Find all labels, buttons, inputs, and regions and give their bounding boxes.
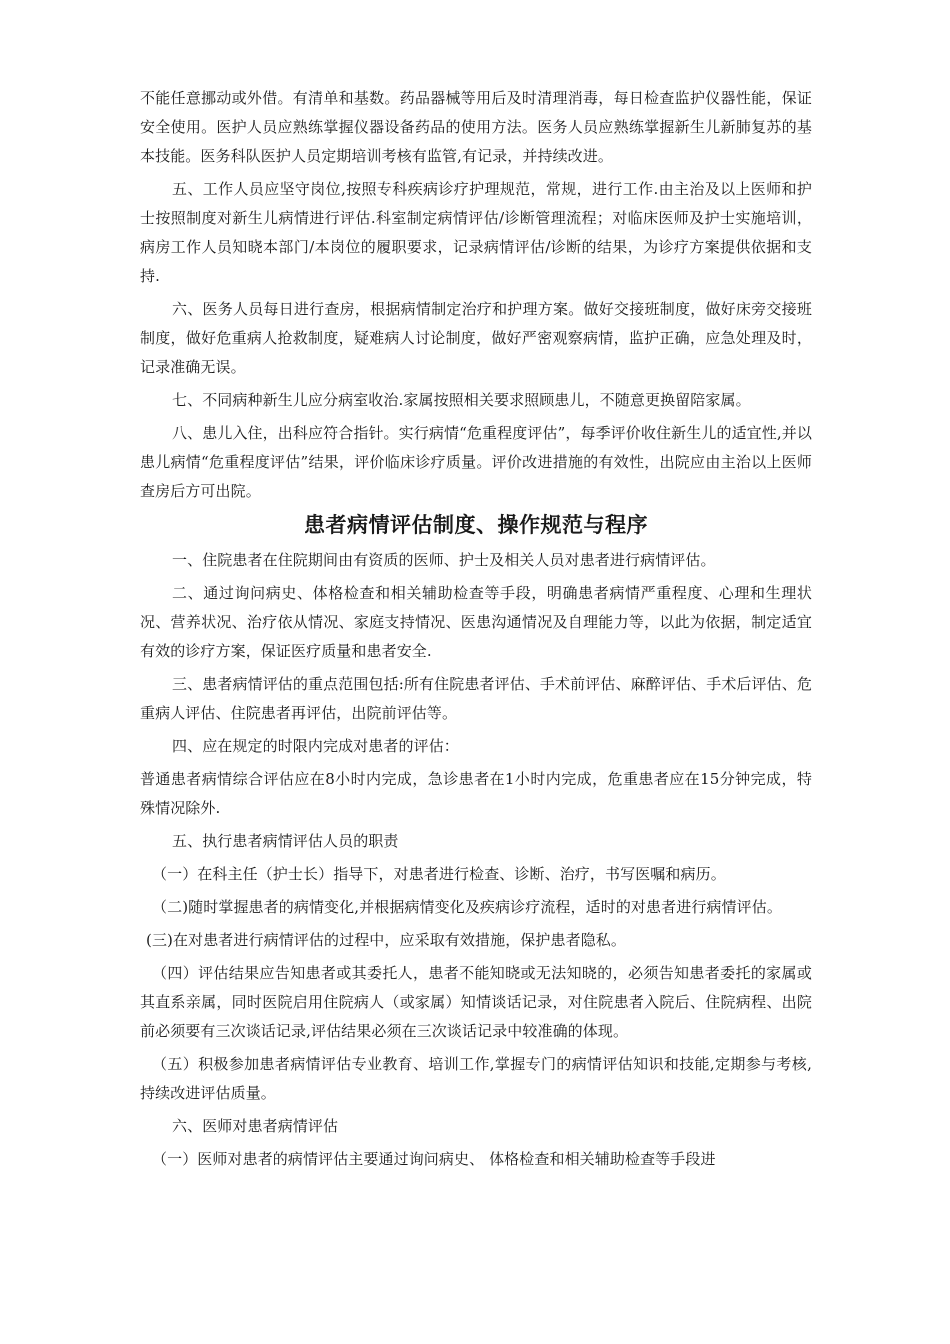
paragraph-item-2: 二、通过询问病史、体格检查和相关辅助检查等手段，明确患者病情严重程度、心理和生理状况、营养状况、治疗依从情况、家庭支持情况、医患沟通情况及自理能力等，以此为依据，制定适宜有效的诊疗方案，保证医疗质量和患者安全. xyxy=(140,584,812,660)
paragraph-equipment-management: 不能任意挪动或外借。有清单和基数。药品器械等用后及时清理消毒，每日检查监护仪器性能，保证安全使用。医护人员应熟练掌握仪器设备药品的使用方法。医务人员应熟练掌握新生儿新肺复苏的基本技能。医务科队医护人员定期培训考核有监管,有记录，并持续改进。 xyxy=(140,89,812,165)
paragraph-rule-5: 五、工作人员应坚守岗位,按照专科疾病诊疗护理规范，常规，进行工作.由主治及以上医师和护士按照制度对新生儿病情进行评估.科室制定病情评估/诊断管理流程；对临床医师及护士实施培训，病房工作人员知晓本部门/本岗位的履职要求，记录病情评估/诊断的结果，为诊疗方案提供依据和支持. xyxy=(140,180,812,285)
paragraph-item-4: 四、应在规定的时限内完成对患者的评估： xyxy=(172,737,459,755)
section-title: 患者病情评估制度、操作规范与程序 xyxy=(304,513,648,537)
paragraph-time-limits: 普通患者病情综合评估应在8小时内完成，急诊患者在1小时内完成，危重患者应在15分钟完成，特殊情况除外. xyxy=(140,770,812,817)
paragraph-item-5: 五、执行患者病情评估人员的职责 xyxy=(172,832,399,850)
document-page xyxy=(140,84,812,1178)
paragraph-duty-4: （四）评估结果应告知患者或其委托人，患者不能知晓或无法知晓的，必须告知患者委托的家属或其直系亲属，同时医院启用住院病人（或家属）知情谈话记录，对住院患者入院后、住院病程、出院前必须要有三次谈话记录,评估结果必须在三次谈话记录中较准确的体现。 xyxy=(140,964,812,1040)
paragraph-duty-5: （五）积极参加患者病情评估专业教育、培训工作,掌握专门的病情评估知识和技能,定期参与考核,持续改进评估质量。 xyxy=(140,1055,812,1102)
paragraph-physician-1: （一）医师对患者的病情评估主要通过询问病史、 体格检查和相关辅助检查等手段进 xyxy=(152,1150,716,1168)
paragraph-rule-7: 七、不同病种新生儿应分病室收治.家属按照相关要求照顾患儿，不随意更换留陪家属。 xyxy=(172,391,751,409)
paragraph-duty-2: （二)随时掌握患者的病情变化,并根据病情变化及疾病诊疗流程，适时的对患者进行病情评估。 xyxy=(152,898,782,916)
paragraph-item-1: 一、住院患者在住院期间由有资质的医师、护士及相关人员对患者进行病情评估。 xyxy=(172,551,716,569)
paragraph-rule-6: 六、医务人员每日进行查房，根据病情制定治疗和护理方案。做好交接班制度，做好床旁交接班制度，做好危重病人抢救制度，疑难病人讨论制度，做好严密观察病情，监护正确，应急处理及时，记录准确无误。 xyxy=(140,300,812,376)
paragraph-duty-3: (三)在对患者进行病情评估的过程中，应采取有效措施，保护患者隐私。 xyxy=(146,931,627,949)
paragraph-item-6: 六、医师对患者病情评估 xyxy=(172,1117,339,1135)
paragraph-item-3: 三、患者病情评估的重点范围包括:所有住院患者评估、手术前评估、麻醉评估、手术后评估、危重病人评估、住院患者再评估，出院前评估等。 xyxy=(140,675,812,722)
paragraph-rule-8: 八、患儿入住，出科应符合指针。实行病情“危重程度评估”，每季评价收住新生儿的适宜性,并以患儿病情“危重程度评估”结果，评价临床诊疗质量。评价改进措施的有效性，出院应由主治以上医师查房后方可出院。 xyxy=(140,424,812,500)
paragraph-duty-1: （一）在科主任（护士长）指导下，对患者进行检查、诊断、治疗，书写医嘱和病历。 xyxy=(152,865,726,883)
